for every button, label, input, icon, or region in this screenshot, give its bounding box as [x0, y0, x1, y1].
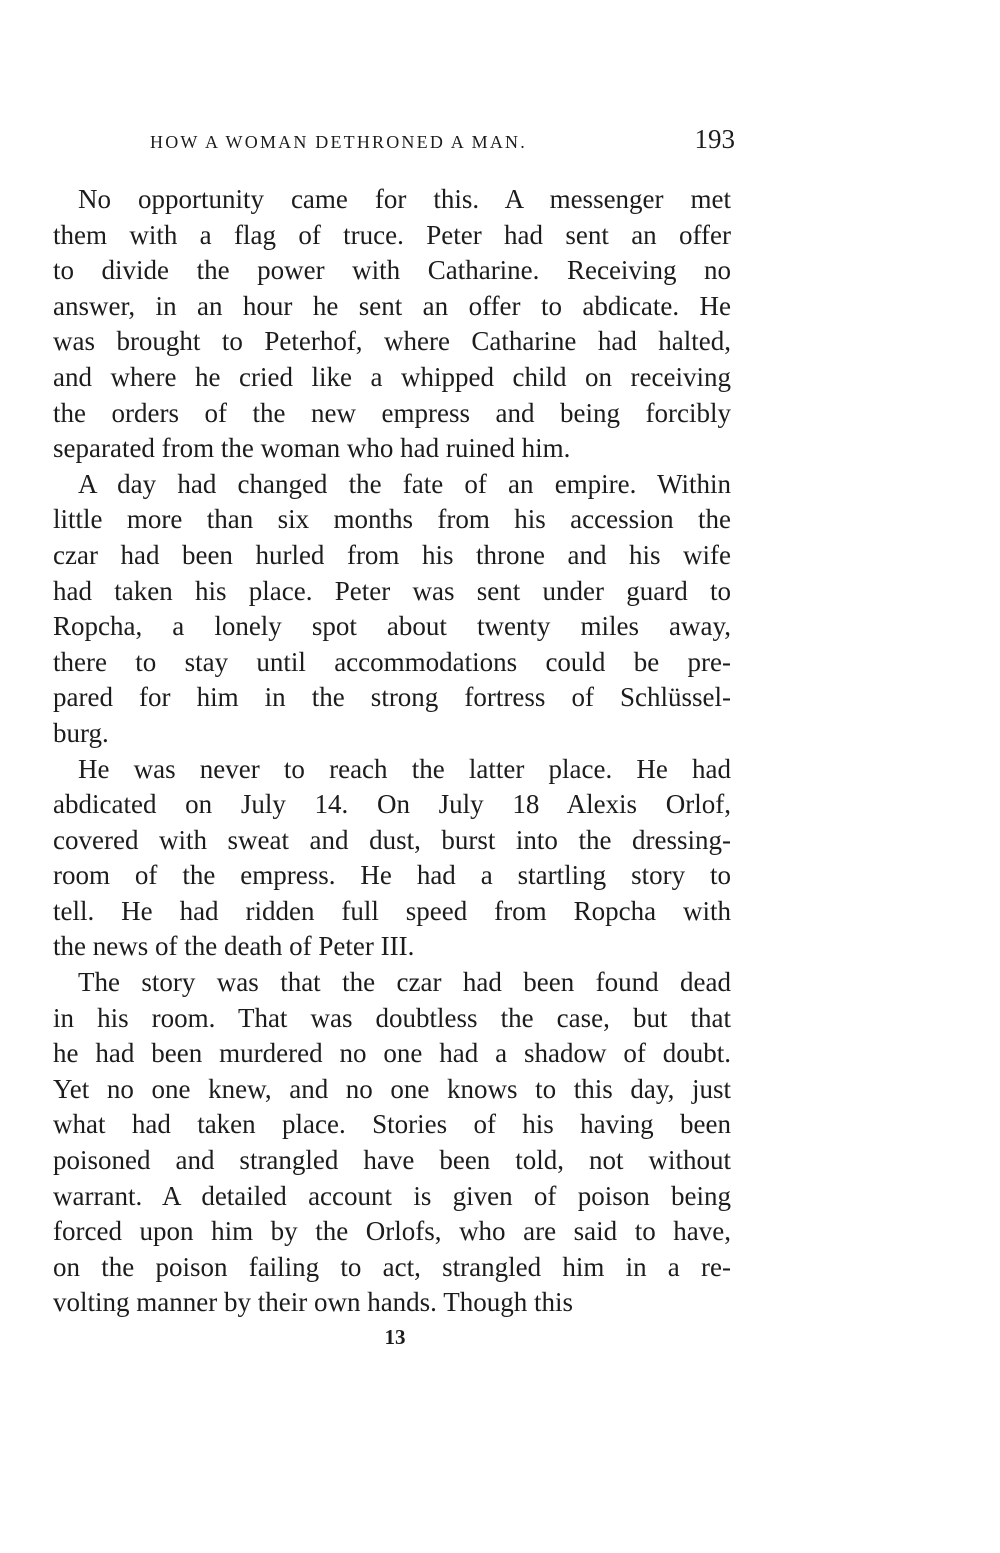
text-line: Yet no one knew, and no one knows to this day, just	[53, 1073, 731, 1104]
text-line: answer, in an hour he sent an offer to abdicate. He	[53, 290, 731, 321]
paragraph	[53, 467, 731, 752]
body-text	[53, 182, 731, 1321]
text-line: No opportunity came for this. A messenger met	[78, 184, 731, 214]
text-line: them with a flag of truce. Peter had sent an offer	[53, 219, 731, 250]
text-line: pared for him in the strong fortress of Schlüssel-	[53, 682, 731, 713]
text-line: little more than six months from his accession the	[53, 504, 731, 535]
text-line: separated from the woman who had ruined him.	[53, 433, 571, 464]
text-line: volting manner by their own hands. Though this	[53, 1287, 573, 1318]
running-head	[150, 124, 735, 164]
text-line: czar had been hurled from his throne and his wife	[53, 539, 731, 570]
text-line: Ropcha, a lonely spot about twenty miles away,	[53, 611, 731, 642]
paragraph	[53, 965, 731, 1321]
text-line: to divide the power with Catharine. Receiving no	[53, 255, 731, 286]
text-line: on the poison failing to act, strangled him in a re-	[53, 1251, 731, 1282]
text-line: had taken his place. Peter was sent under guard to	[53, 575, 731, 606]
text-line: A day had changed the fate of an empire. Within	[78, 468, 731, 499]
paragraph	[53, 182, 731, 467]
text-line: warrant. A detailed account is given of poison being	[53, 1180, 731, 1211]
running-title: HOW A WOMAN DETHRONED A MAN.	[150, 132, 527, 152]
text-line: covered with sweat and dust, burst into the dressing-	[53, 824, 731, 855]
text-line: and where he cried like a whipped child on receiving	[53, 361, 731, 392]
text-line: abdicated on July 14. On July 18 Alexis Orlof,	[53, 789, 731, 820]
text-line: the news of the death of Peter III.	[53, 931, 415, 962]
text-line: what had taken place. Stories of his having been	[53, 1109, 731, 1140]
text-line: He was never to reach the latter place. He had	[78, 753, 731, 784]
text-line: he had been murdered no one had a shadow of doubt.	[53, 1038, 731, 1069]
text-line: poisoned and strangled have been told, not without	[53, 1145, 731, 1176]
text-line: room of the empress. He had a startling story to	[53, 860, 731, 891]
paragraph	[53, 752, 731, 966]
text-line: The story was that the czar had been found dead	[78, 967, 731, 998]
text-line: in his room. That was doubtless the case, but that	[53, 1002, 731, 1033]
text-line: forced upon him by the Orlofs, who are said to have,	[53, 1216, 731, 1247]
signature-mark: 13	[384, 1325, 406, 1349]
text-line: was brought to Peterhof, where Catharine had halted,	[53, 326, 731, 357]
text-line: there to stay until accommodations could be pre-	[53, 646, 731, 677]
text-line: burg.	[53, 717, 109, 748]
text-line: the orders of the new empress and being forcibly	[53, 397, 731, 428]
text-line: tell. He had ridden full speed from Ropcha with	[53, 895, 731, 926]
page-number: 193	[694, 124, 735, 154]
